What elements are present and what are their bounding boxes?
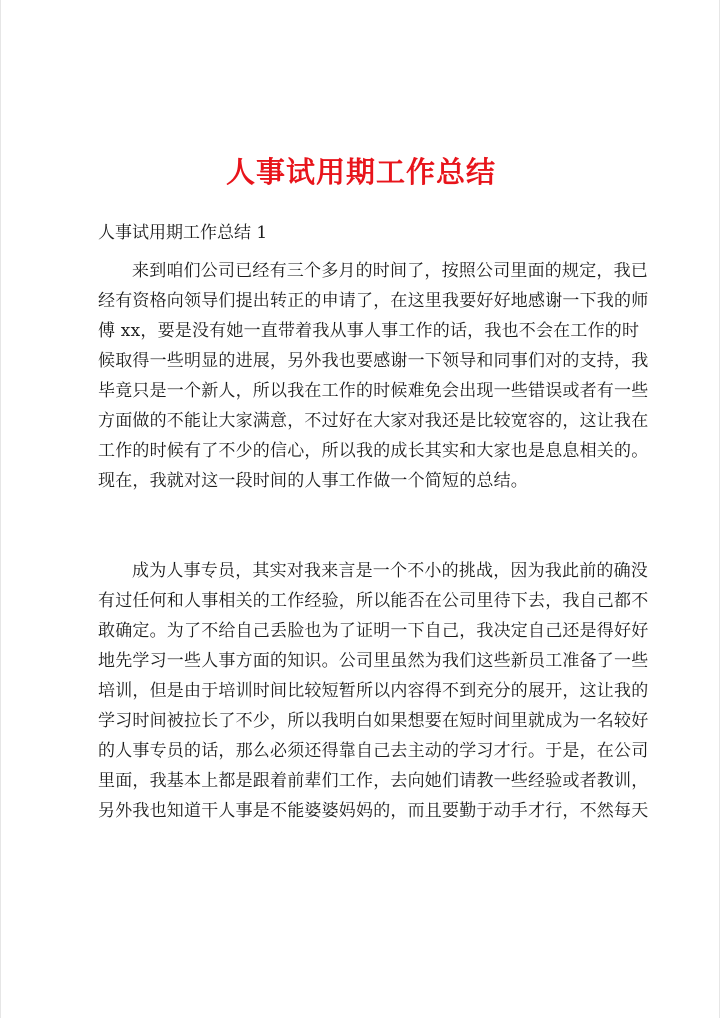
paragraph-line: 学习时间被拉长了不少，所以我明白如果想要在短时间里就成为一名较好 — [98, 711, 649, 731]
document-title: 人事试用期工作总结 — [225, 155, 496, 189]
paragraph-line: 工作的时候有了不少的信心，所以我的成长其实和大家也是息息相关的。 — [98, 441, 649, 461]
paragraph-line: 里面，我基本上都是跟着前辈们工作，去向她们请教一些经验或者教训， — [98, 771, 649, 791]
paragraph-line: 成为人事专员，其实对我来言是一个不小的挑战，因为我此前的确没 — [132, 561, 648, 581]
paragraph-line: 敢确定。为了不给自己丢脸也为了证明一下自己，我决定自己还是得好好 — [98, 621, 649, 641]
paragraph-line: 有过任何和人事相关的工作经验，所以能否在公司里待下去，我自己都不 — [98, 591, 649, 611]
paragraph-line: 毕竟只是一个新人，所以我在工作的时候难免会出现一些错误或者有一些 — [98, 381, 649, 401]
paragraph-line: 方面做的不能让大家满意，不过好在大家对我还是比较宽容的，这让我在 — [98, 411, 649, 431]
paragraph-line: 候取得一些明显的进展，另外我也要感谢一下领导和同事们对的支持，我 — [98, 351, 649, 371]
paragraph-line: 地先学习一些人事方面的知识。公司里虽然为我们这些新员工准备了一些 — [98, 651, 649, 671]
paragraph-1 — [98, 256, 649, 496]
paragraph-line: 来到咱们公司已经有三个多月的时间了，按照公司里面的规定，我已 — [132, 261, 648, 281]
paragraph-line: 另外我也知道干人事是不能婆婆妈妈的，而且要勤于动手才行，不然每天 — [98, 801, 649, 821]
paragraph-line: 现在，我就对这一段时间的人事工作做一个简短的总结。 — [98, 471, 528, 491]
paragraph-line: 培训，但是由于培训时间比较短暂所以内容得不到充分的展开，这让我的 — [98, 681, 649, 701]
paragraph-2 — [98, 556, 649, 826]
paragraph-line: 傅 xx，要是没有她一直带着我从事人事工作的话，我也不会在工作的时 — [98, 321, 640, 341]
paragraph-line: 经有资格向领导们提出转正的申请了，在这里我要好好地感谢一下我的师 — [98, 291, 649, 311]
paragraph-line: 的人事专员的话，那么必须还得靠自己去主动的学习才行。于是，在公司 — [98, 741, 649, 761]
section-heading: 人事试用期工作总结 1 — [98, 223, 268, 243]
